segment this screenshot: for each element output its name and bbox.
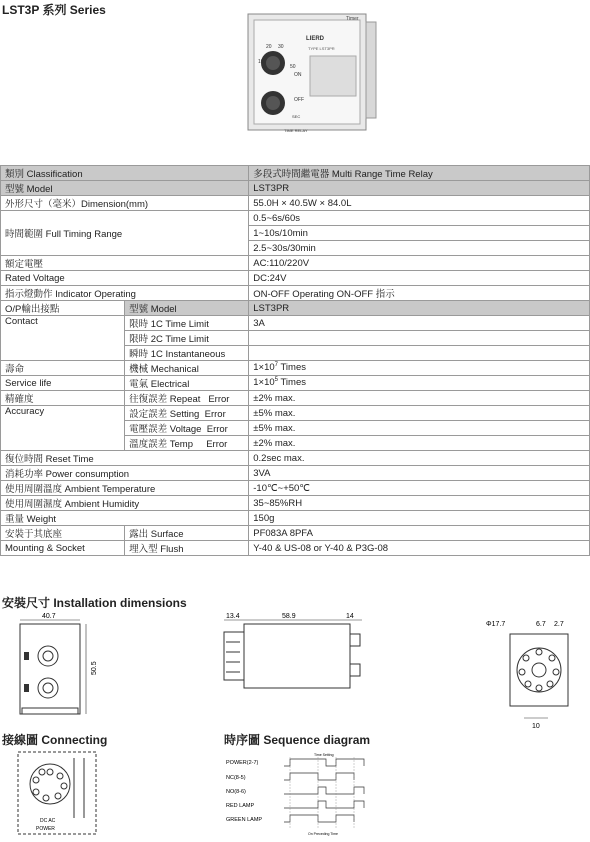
table-row: 指示燈動作 Indicator Operating ON-OFF Operating ON-OFF 指示 <box>1 286 590 301</box>
table-row: Mounting & Socket 埋入型 Flush Y-40 & US-08 or Y-40 & P3G-08 <box>1 541 590 556</box>
product-image <box>228 8 378 136</box>
table-row: 型號 Model LST3PR <box>1 181 590 196</box>
seq-row-green: GREEN LAMP <box>226 817 263 823</box>
svg-text:20: 20 <box>266 44 272 50</box>
svg-text:30: 30 <box>278 44 284 50</box>
seq-row-no: NO(8-6) <box>226 789 246 795</box>
socket-d2: 2.7 <box>554 621 564 628</box>
svg-text:10: 10 <box>258 59 264 65</box>
table-row: 消耗功率 Power consumption 3VA <box>1 466 590 481</box>
product-brand: LIERD <box>306 36 324 42</box>
front-height: 50.5 <box>91 661 98 675</box>
table-row: 精確度 往復誤差 Repeat Error ±2% max. <box>1 391 590 406</box>
side-d1: 13.4 <box>226 613 240 620</box>
table-row: 重量 Weight 150g <box>1 511 590 526</box>
seq-row-red: RED LAMP <box>226 803 255 809</box>
socket-dia: Φ17.7 <box>486 621 506 628</box>
table-row: 使用周圍溫度 Ambient Temperature -10℃~+50℃ <box>1 481 590 496</box>
seq-row-power: POWER(2-7) <box>226 760 259 766</box>
sec-label: SEC <box>292 114 301 119</box>
table-row: 壽命 機械 Mechanical $1\times 10^7$ Times <box>1 361 590 376</box>
table-row: 溫度誤差 Temp Error ±2% max. <box>1 436 590 451</box>
table-row: Accuracy 設定誤差 Setting Error ±5% max. <box>1 406 590 421</box>
page-title: LST3P 系列 Series <box>2 3 106 17</box>
table-row: Rated Voltage DC:24V <box>1 271 590 286</box>
table-row: 限時 2C Time Limit <box>1 331 590 346</box>
table-row: 復位時間 Reset Time 0.2sec max. <box>1 451 590 466</box>
table-row: 1~10s/10min <box>1 226 590 241</box>
socket-width: 10 <box>532 723 540 730</box>
install-heading: 安裝尺寸 Installation dimensions <box>2 596 187 610</box>
table-row: Contact 限時 1C Time Limit 3A <box>1 316 590 331</box>
spec-table <box>0 165 590 556</box>
front-view-drawing <box>8 612 98 722</box>
socket-view-drawing <box>484 618 584 733</box>
power-label: POWER <box>36 826 55 832</box>
off-label: OFF <box>294 97 304 103</box>
table-row: O/P輸出接點 型號 Model LST3PR <box>1 301 590 316</box>
table-row: 瞬時 1C Instantaneous <box>1 346 590 361</box>
socket-d1: 6.7 <box>536 621 546 628</box>
table-row: Service life 電氣 Electrical $1\times 10^5$ Times <box>1 376 590 391</box>
table-row: 類別 Classification 多段式時間繼電器 Multi Range Time Relay <box>1 166 590 181</box>
table-row: 使用周圍濕度 Ambient Humidity 35~85%RH <box>1 496 590 511</box>
relay-label: TIME RELAY <box>284 128 308 133</box>
side-d3: 14 <box>346 613 354 620</box>
connecting-diagram <box>14 748 104 838</box>
on-label: ON <box>294 72 302 78</box>
table-row: 時間範圍 Full Timing Range 0.5~6s/60s <box>1 211 590 226</box>
product-type: TYPE LST3PR <box>308 46 335 51</box>
sequence-diagram <box>224 752 404 836</box>
table-row: 外形尺寸（毫米）Dimension(mm) 55.0H × 40.5W × 84.0L <box>1 196 590 211</box>
connecting-heading: 接線圖 Connecting <box>2 733 108 747</box>
table-row: 安裝于其底座 露出 Surface PF083A 8PFA <box>1 526 590 541</box>
front-width: 40.7 <box>42 613 56 620</box>
table-row: 額定電壓 AC:110/220V <box>1 256 590 271</box>
product-timer: Timer <box>346 16 359 22</box>
seq-bottom-label: On Preceding Time <box>308 832 338 836</box>
table-row: 電壓誤差 Voltage Error ±5% max. <box>1 421 590 436</box>
seq-row-nc: NC(8-5) <box>226 775 246 781</box>
svg-text:50: 50 <box>290 64 296 70</box>
dc-ac-label: DC AC <box>40 818 56 824</box>
sequence-heading: 時序圖 Sequence diagram <box>224 733 371 747</box>
side-d2: 58.9 <box>282 613 296 620</box>
side-view-drawing <box>222 612 372 707</box>
seq-top-label: Time Setting <box>314 753 334 757</box>
table-row: 2.5~30s/30min <box>1 241 590 256</box>
